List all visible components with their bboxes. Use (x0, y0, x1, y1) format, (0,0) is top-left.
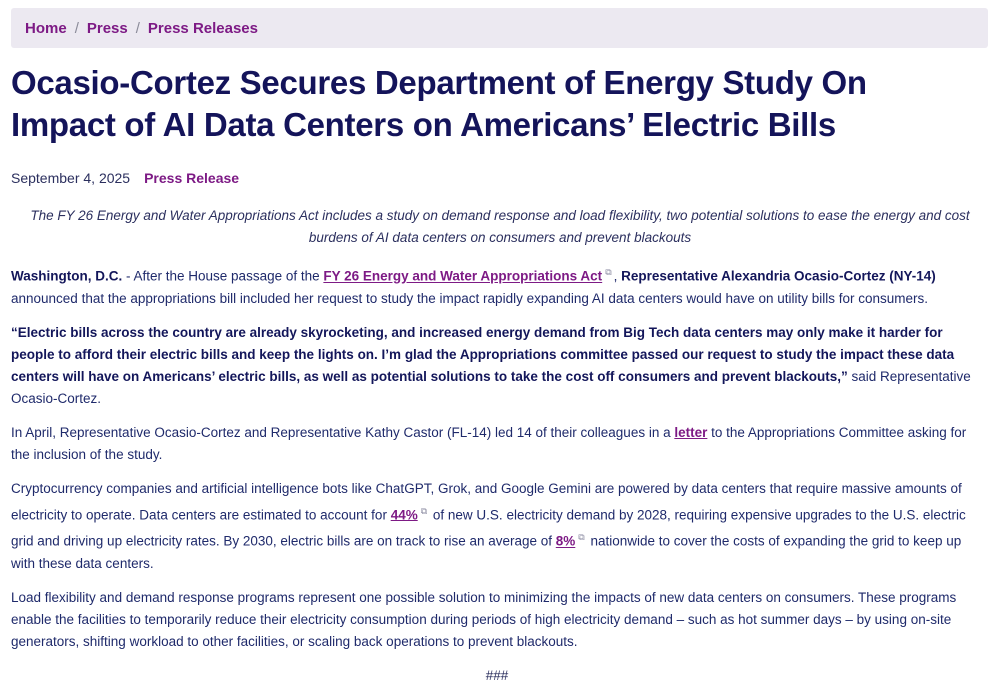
breadcrumb-home-link[interactable]: Home (25, 19, 67, 37)
data-centers-text: Cryptocurrency companies and artificial intelligence bots like ChatGPT, Grok, and Google Gemini are powered by data centers that require massive amounts of electricity to operate. Data centers are estimated to account for (11, 480, 962, 522)
external-link-icon: ⧉ (605, 267, 612, 277)
intro-text: - After the House passage of the (122, 268, 324, 284)
letter-text: In April, Representative Ocasio-Cortez and Representative Kathy Castor (FL-14) led 14 of their colleagues in a (11, 424, 675, 440)
breadcrumb-separator: / (74, 19, 79, 37)
forty-four-percent-link[interactable]: 44% (390, 507, 418, 522)
quote-text: “Electric bills across the country are already skyrocketing, and increased energy demand from Big Tech data centers may only make it harder for people to afford their electric bills and keep the lights on. I’m glad the Appropriations committee passed our request to study the impact these data centers will have on Americans’ electric bills, as well as potential solutions to take the cost off consumers and prevent blackouts,” (11, 324, 955, 384)
data-centers-text: nationwide to cover the costs of expanding the grid to keep up with these data centers. (11, 533, 962, 571)
paragraph-load-flexibility: Load flexibility and demand response programs represent one possible solution to minimizing the impacts of new data centers on consumers. These programs enable the facilities to temporarily reduce their electricity consumption during periods of high electricity demand – such as hot summer days – by using on-site generators, shifting workload to other facilities, or scaling back operations to prevent blackouts. (11, 589, 957, 649)
data-centers-text: of new U.S. electricity demand by 2028, requiring expensive upgrades to the U.S. electric grid and driving up electricity rates. By 2030, electric bills are on track to rise an average of (11, 507, 966, 549)
external-link-icon: ⧉ (578, 532, 585, 542)
breadcrumb-press-releases-link[interactable]: Press Releases (147, 19, 258, 37)
dateline: Washington, D.C. (11, 268, 123, 284)
letter-link[interactable]: letter (674, 424, 708, 440)
paragraph-intro (11, 261, 983, 310)
paragraph-data-centers (11, 478, 983, 575)
appropriations-act-link[interactable]: FY 26 Energy and Water Appropriations Act (323, 268, 603, 284)
eight-percent-link[interactable]: 8% (555, 533, 576, 549)
breadcrumb-separator: / (135, 19, 140, 37)
article-body (11, 261, 983, 699)
article-subtitle: The FY 26 Energy and Water Appropriations Act includes a study on demand response and load flexibility, two potential solutions to ease the energy and cost burdens of AI data centers on consumers and prevent blackouts (30, 208, 970, 245)
intro-text: , (613, 268, 622, 284)
letter-text: to the Appropriations Committee asking for the inclusion of the study. (11, 424, 967, 462)
external-link-icon: ⧉ (420, 505, 428, 516)
closing-marker: ### (485, 667, 509, 683)
quote-attribution: said Representative Ocasio-Cortez. (11, 368, 971, 406)
publish-date: September 4, 2025 (11, 170, 131, 186)
breadcrumb-press-link[interactable]: Press (86, 19, 128, 37)
breadcrumb (11, 8, 988, 48)
article-meta (11, 170, 239, 186)
intro-text: announced that the appropriations bill included her request to study the impact rapidly expanding AI data centers would have on utility bills for consumers. (11, 290, 929, 306)
page-title: Ocasio-Cortez Secures Department of Energy Study On Impact of AI Data Centers on Americans’ Electric Bills (11, 64, 867, 143)
article-type-badge: Press Release (144, 170, 240, 186)
paragraph-letter (11, 422, 983, 466)
paragraph-quote (11, 322, 983, 410)
representative-name: Representative Alexandria Ocasio-Cortez (NY-14) (621, 268, 936, 284)
